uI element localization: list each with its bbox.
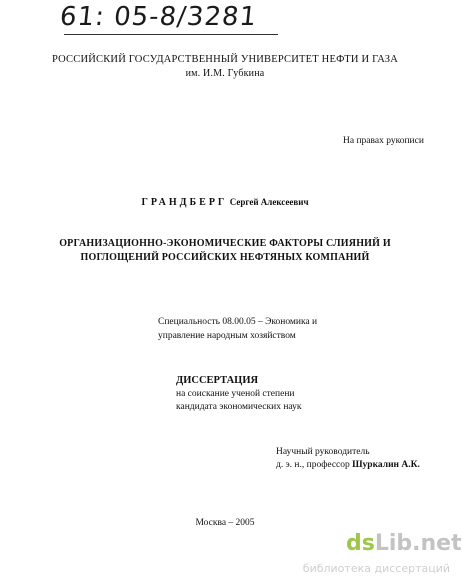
thesis-heading: ДИССЕРТАЦИЯ <box>176 375 259 386</box>
dslib-logo <box>346 531 462 556</box>
institution-dedication: им. И.М. Губкина <box>185 68 265 79</box>
rights-note: На правах рукописи <box>343 136 424 146</box>
advisor-role: Научный руководитель <box>276 447 370 457</box>
dslib-watermark <box>302 531 462 575</box>
author-given-names: Сергей Алексеевич <box>229 197 309 207</box>
dslib-subtitle: библиотека диссертаций <box>302 562 450 575</box>
institution-name: РОССИЙСКИЙ ГОСУДАРСТВЕННЫЙ УНИВЕРСИТЕТ НЕФТИ И ГАЗА <box>51 54 399 65</box>
advisor-credentials <box>276 460 420 470</box>
advisor-name: Шуркалин А.К. <box>352 460 420 470</box>
advisor-degree: д. э. н., профессор <box>276 460 350 470</box>
author-surname: ГРАНДБЕРГ <box>141 197 228 208</box>
degree-line-1: на соискание ученой степени <box>176 389 295 399</box>
thesis-title-line-1: ОРГАНИЗАЦИОННО-ЭКОНОМИЧЕСКИЕ ФАКТОРЫ СЛИЯНИЙ И <box>59 238 391 249</box>
dslib-logo-rest: Lib.net <box>374 531 462 556</box>
archive-number-stamp: 61: 05-8/3281 <box>58 2 259 32</box>
specialty-line-1: Специальность 08.00.05 – Экономика и <box>158 317 318 327</box>
archive-number-underline <box>64 34 278 35</box>
dslib-logo-ds: ds <box>346 531 375 556</box>
city-year: Москва – 2005 <box>195 518 255 528</box>
thesis-title-line-2: ПОГЛОЩЕНИЙ РОССИЙСКИХ НЕФТЯНЫХ КОМПАНИЙ <box>80 252 370 263</box>
author <box>0 197 450 208</box>
degree-line-2: кандидата экономических наук <box>176 402 302 412</box>
specialty-line-2: управление народным хозяйством <box>158 331 296 341</box>
